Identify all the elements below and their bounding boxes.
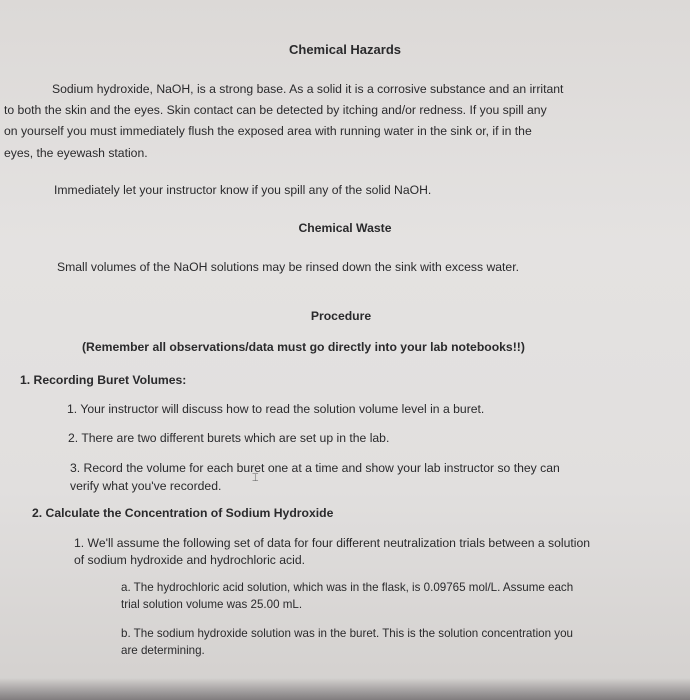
step2-item-1-line-1: 1. We'll assume the following set of data for four different neutralization trials between a solution — [74, 536, 591, 550]
step2-sub-b-line-1: b. The sodium hydroxide solution was in the buret. This is the solution concentration you — [121, 627, 573, 640]
waste-instructions: Small volumes of the NaOH solutions may be rinsed down the sink with excess water. — [57, 260, 519, 274]
hazards-paragraph-line-4: eyes, the eyewash station. — [4, 146, 148, 160]
step1-heading: 1. Recording Buret Volumes: — [20, 373, 187, 387]
hazards-paragraph-line-2: to both the skin and the eyes. Skin contact can be detected by itching and/or redness. If you spill any — [4, 103, 547, 117]
step2-heading: 2. Calculate the Concentration of Sodium Hydroxide — [32, 506, 334, 520]
hazards-paragraph-line-3: on yourself you must immediately flush the exposed area with running water in the sink or, if in the — [4, 124, 532, 138]
step1-item-1: 1. Your instructor will discuss how to read the solution volume level in a buret. — [67, 402, 485, 416]
step2-sub-b-line-2: are determining. — [121, 644, 205, 657]
hazards-paragraph-line-1: Sodium hydroxide, NaOH, is a strong base. As a solid it is a corrosive substance and an irritant — [52, 82, 564, 96]
text-cursor-icon: ⌶ — [252, 472, 259, 484]
step2-sub-a-line-2: trial solution volume was 25.00 mL. — [121, 598, 303, 611]
section-title-chemical-waste: Chemical Waste — [298, 221, 392, 235]
step2-sub-a-line-1: a. The hydrochloric acid solution, which was in the flask, is 0.09765 mol/L. Assume each — [121, 581, 574, 594]
step1-item-2: 2. There are two different burets which are set up in the lab. — [68, 431, 390, 445]
step1-item-3-continued: verify what you've recorded. — [70, 479, 222, 493]
section-title-procedure: Procedure — [310, 309, 372, 323]
step2-item-1-line-2: of sodium hydroxide and hydrochloric acid. — [74, 553, 306, 567]
step1-item-3: 3. Record the volume for each buret one at a time and show your lab instructor so they can — [70, 461, 560, 475]
section-title-chemical-hazards: Chemical Hazards — [289, 42, 401, 57]
procedure-reminder: (Remember all observations/data must go directly into your lab notebooks!!) — [82, 340, 525, 354]
spill-notice: Immediately let your instructor know if you spill any of the solid NaOH. — [54, 183, 432, 197]
